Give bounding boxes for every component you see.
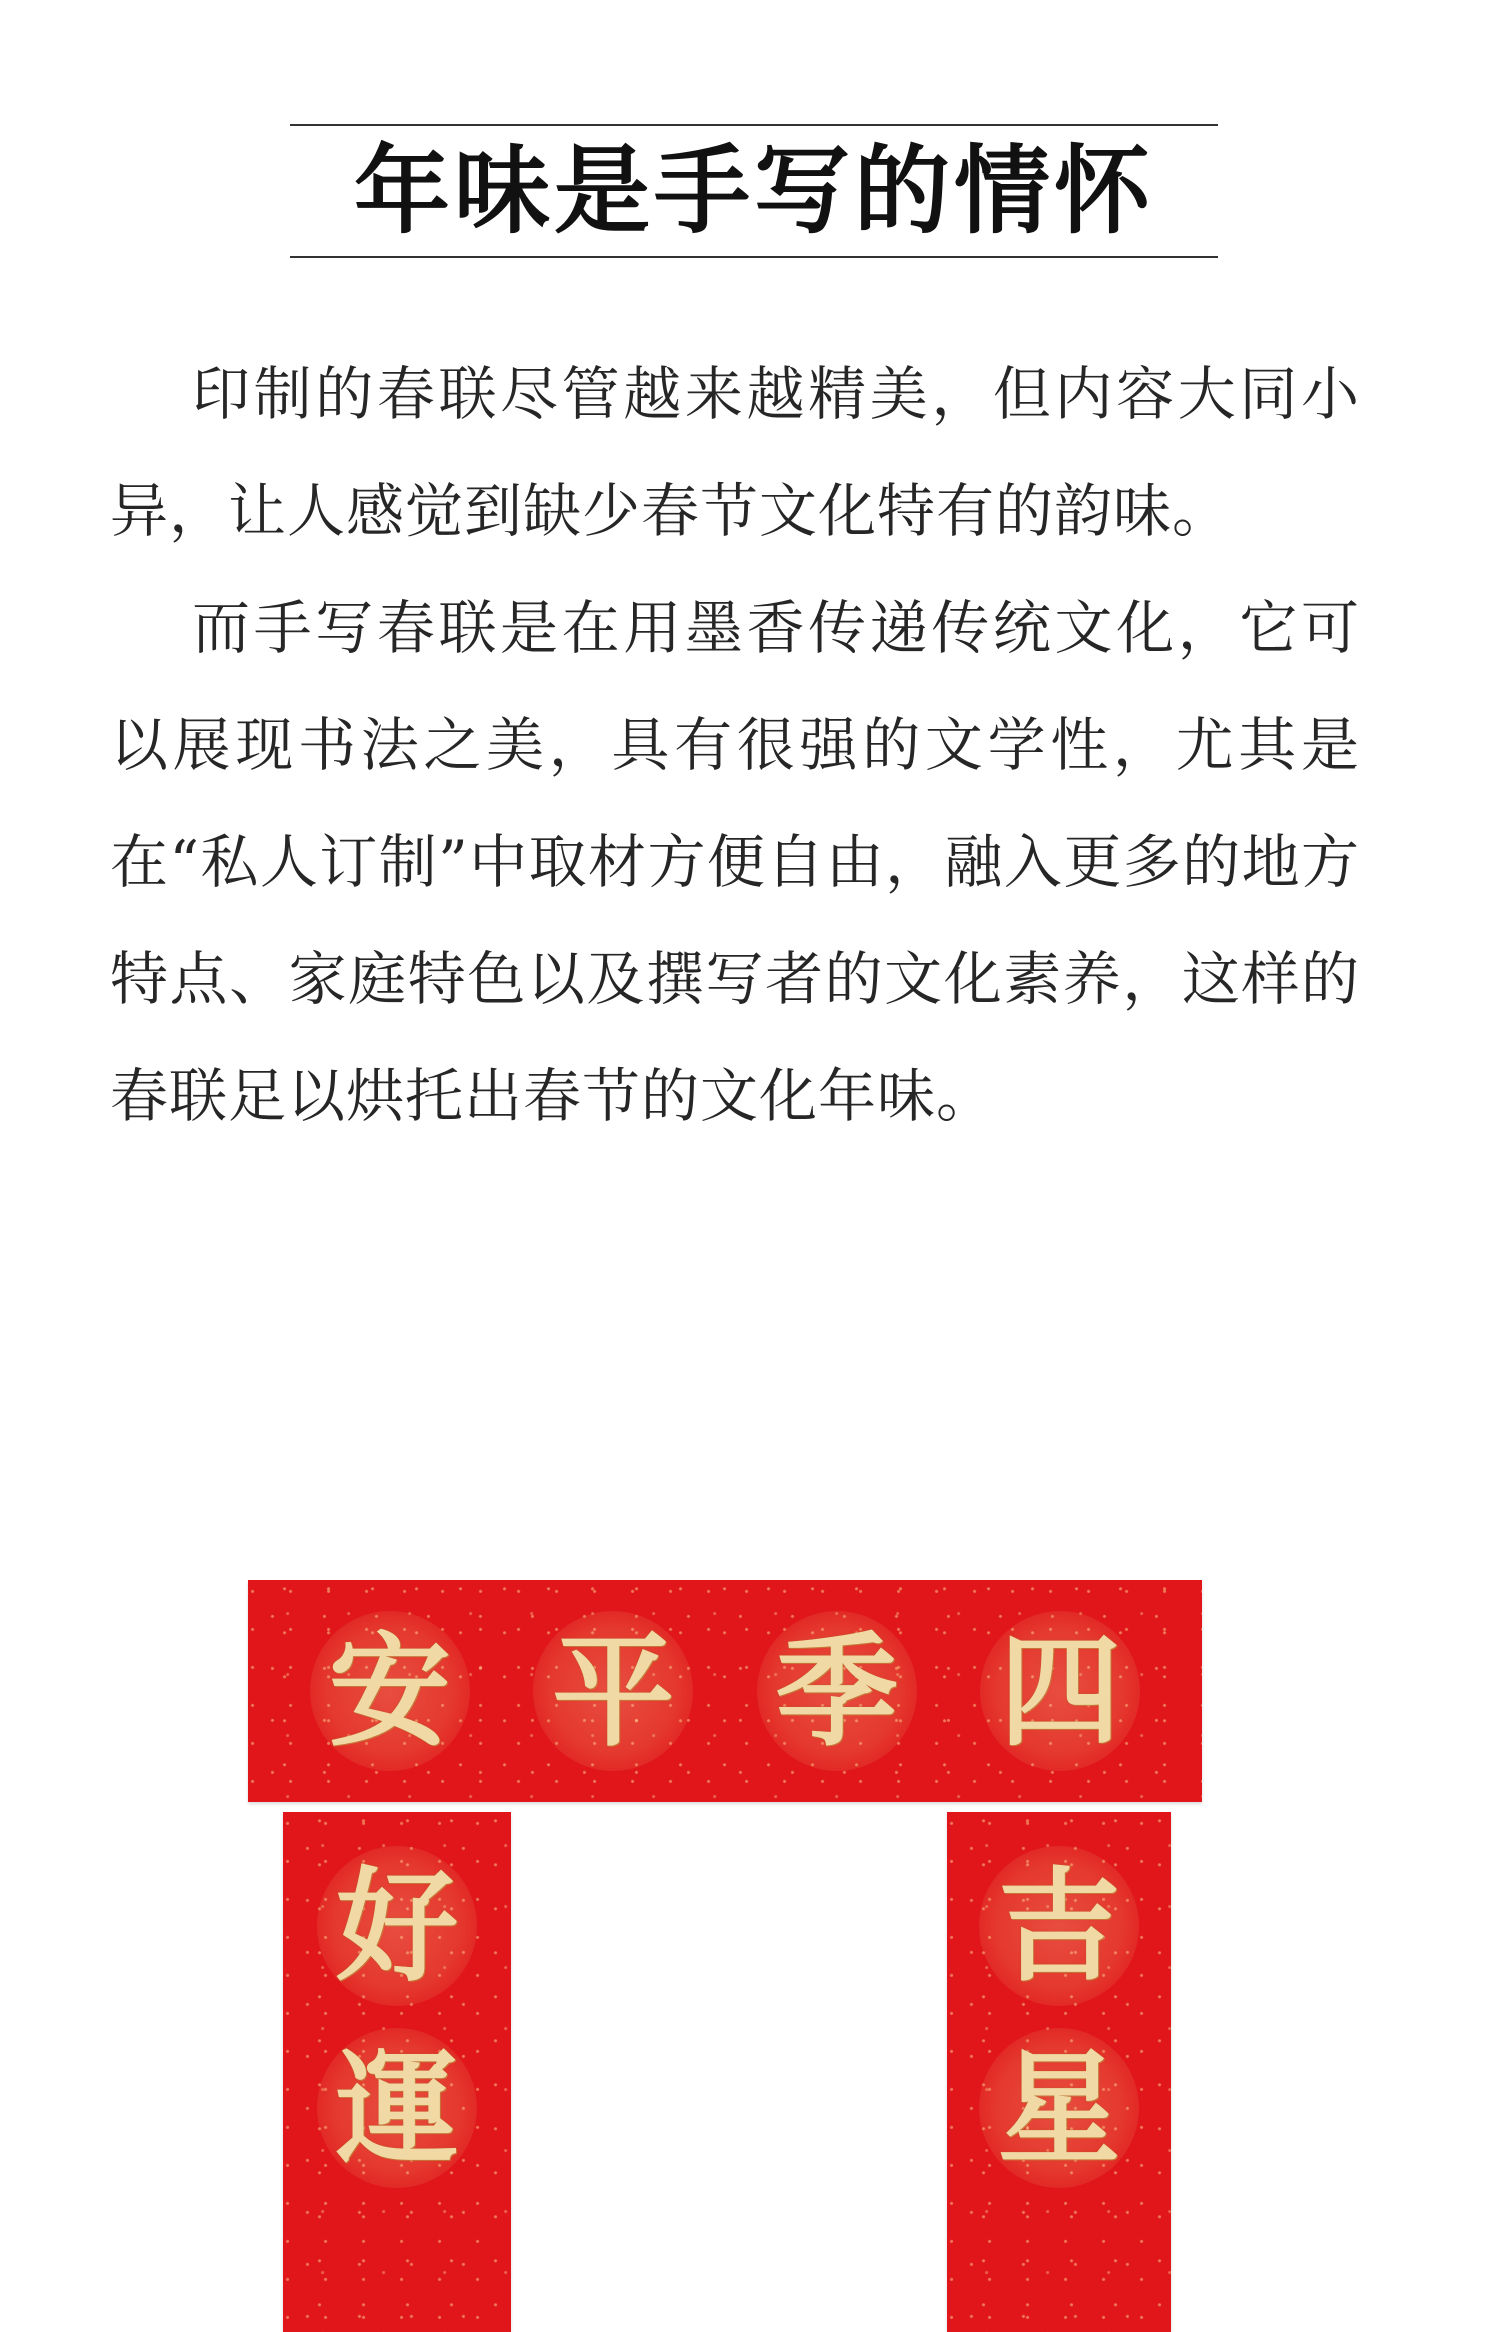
medallion <box>317 1846 477 2006</box>
paragraph-2: 而手写春联是在用墨香传递传统文化，它可以展现书法之美，具有很强的文学性，尤其是在“私人订制”中取材方便自由，融入更多的地方特点、家庭特色以及撰写者的文化素养，这样的春联足以烘托出春节的文化年味。 <box>110 594 1360 1130</box>
couplet-character: 運 <box>336 2036 458 2180</box>
couplet-character: 季 <box>775 1619 898 1763</box>
article-body <box>110 336 1360 1155</box>
couplet-character: 好 <box>336 1854 458 1998</box>
medallion <box>310 1611 470 1771</box>
left-scroll <box>283 1812 511 2332</box>
medallion <box>979 1846 1139 2006</box>
couplet-character: 四 <box>999 1619 1122 1763</box>
medallion <box>317 2028 477 2188</box>
medallion <box>979 2028 1139 2188</box>
right-scroll <box>947 1812 1171 2332</box>
medallion <box>533 1611 693 1771</box>
horizontal-scroll <box>248 1580 1202 1802</box>
couplet-character: 平 <box>552 1619 675 1763</box>
medallion <box>757 1611 917 1771</box>
couplet-character: 星 <box>998 2036 1120 2180</box>
medallion <box>980 1611 1140 1771</box>
couplet-character: 安 <box>328 1619 451 1763</box>
couplet-character: 吉 <box>998 1854 1120 1998</box>
title-banner <box>290 124 1218 258</box>
page-title: 年味是手写的情怀 <box>354 135 1154 247</box>
paragraph-1: 印制的春联尽管越来越精美，但内容大同小异，让人感觉到缺少春节文化特有的韵味。 <box>110 360 1360 545</box>
